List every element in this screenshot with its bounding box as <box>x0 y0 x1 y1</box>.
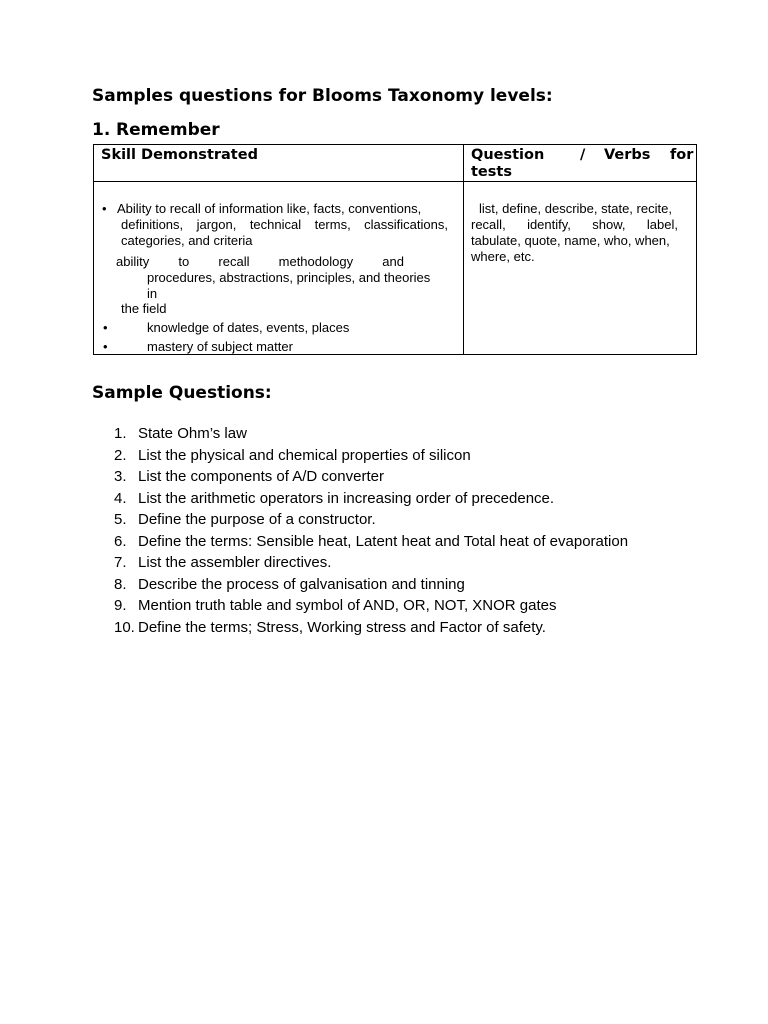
question-item <box>114 445 628 467</box>
question-number: 9. <box>114 597 127 614</box>
question-text: List the physical and chemical properties of silicon <box>138 446 471 464</box>
skill-item-text: categories, and criteria <box>121 233 253 248</box>
section-heading <box>92 120 220 140</box>
word: and <box>382 254 404 269</box>
word: recall, <box>471 217 506 232</box>
skill-item-text: Ability to recall of information like, facts, conventions, <box>117 201 422 216</box>
skill-item-text: in <box>147 286 158 301</box>
question-text: Define the terms; Stress, Working stress and Factor of safety. <box>138 618 546 636</box>
question-item <box>114 574 628 596</box>
word: show, <box>592 217 626 232</box>
verbs-header <box>464 145 697 182</box>
word: ability <box>116 254 150 269</box>
skill-item-text <box>116 254 404 269</box>
question-text: Mention truth table and symbol of AND, OR, NOT, XNOR gates <box>138 597 557 614</box>
question-item <box>114 617 628 639</box>
question-text: Describe the process of galvanisation and tinning <box>138 575 465 593</box>
bullet: • <box>102 201 107 216</box>
verbs-text <box>471 217 678 232</box>
question-item <box>114 488 628 510</box>
word: methodology <box>278 254 354 269</box>
question-item <box>114 423 628 445</box>
word: classifications, <box>364 217 448 232</box>
question-number: 3. <box>114 468 127 485</box>
question-text: Define the purpose of a constructor. <box>138 511 376 528</box>
section-label: Remember <box>116 120 220 140</box>
question-item <box>114 466 628 488</box>
question-text: List the arithmetic operators in increasing order of precedence. <box>138 489 555 507</box>
question-text: List the assembler directives. <box>138 554 332 571</box>
verbs-text: tabulate, quote, name, who, when, <box>471 233 670 248</box>
document-title: Samples questions for Blooms Taxonomy levels: <box>92 86 553 106</box>
skill-item-text: the field <box>121 301 167 316</box>
skill-item-text: procedures, abstractions, principles, and theories <box>147 270 431 285</box>
word: recall <box>218 254 250 269</box>
word: label, <box>646 217 678 232</box>
sample-questions-heading: Sample Questions: <box>92 383 272 403</box>
question-number: 1. <box>114 425 127 442</box>
question-number: 2. <box>114 446 127 464</box>
skill-item-text <box>121 217 448 232</box>
verbs-cell <box>464 182 697 355</box>
question-text: Define the terms: Sensible heat, Latent heat and Total heat of evaporation <box>138 532 629 550</box>
question-item <box>114 531 628 553</box>
question-number: 4. <box>114 489 127 507</box>
question-item <box>114 552 628 574</box>
table-header-row <box>94 145 697 182</box>
questions-list <box>114 423 628 638</box>
bullet: • <box>103 339 108 354</box>
skill-header-label: Skill Demonstrated <box>101 147 258 163</box>
section-number: 1. <box>92 120 111 140</box>
skills-table <box>93 144 697 355</box>
word: terms, <box>314 217 351 232</box>
word: identify, <box>527 217 571 232</box>
verbs-header-word: / <box>580 147 586 163</box>
verbs-header-word: for <box>670 147 694 163</box>
question-item <box>114 595 628 617</box>
skills-cell <box>94 182 464 355</box>
word: definitions, <box>121 217 184 232</box>
question-item <box>114 509 628 531</box>
question-number: 8. <box>114 575 127 593</box>
verbs-text: list, define, describe, state, recite, <box>479 201 672 216</box>
verbs-text: where, etc. <box>471 249 535 264</box>
word: technical <box>249 217 302 232</box>
table-body-row <box>94 182 697 355</box>
skill-header <box>94 145 464 182</box>
bullet: • <box>103 320 108 335</box>
word: to <box>178 254 190 269</box>
question-number: 6. <box>114 532 127 550</box>
word: jargon, <box>196 217 237 232</box>
question-number: 10. <box>114 618 135 636</box>
skill-item-text: mastery of subject matter <box>147 339 293 354</box>
question-text: List the components of A/D converter <box>138 468 384 485</box>
skill-item-text: knowledge of dates, events, places <box>147 320 350 335</box>
question-text: State Ohm’s law <box>138 425 247 442</box>
question-number: 7. <box>114 554 127 571</box>
verbs-header-word: Verbs <box>604 147 651 163</box>
verbs-header-word: Question <box>471 147 545 163</box>
verbs-header-word: tests <box>471 164 512 180</box>
question-number: 5. <box>114 511 127 528</box>
